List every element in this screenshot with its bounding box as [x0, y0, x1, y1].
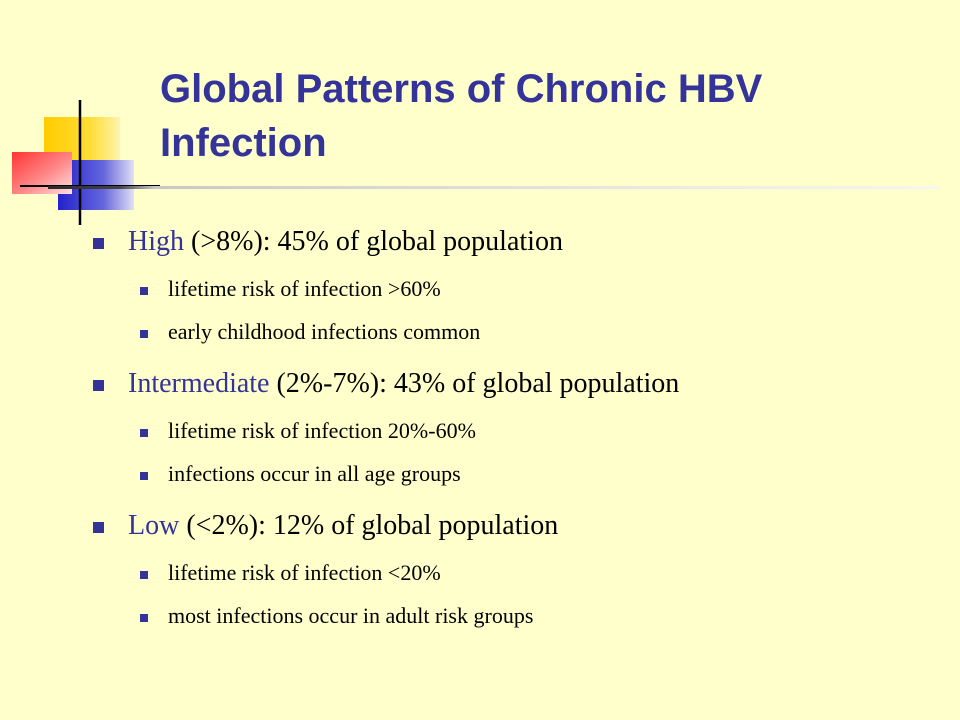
sub-bullet: [90, 316, 930, 348]
square-bullet-icon: [140, 330, 148, 338]
sub-bullet: [90, 458, 930, 490]
sub-bullet-text: lifetime risk of infection <20%: [168, 560, 441, 585]
section-high: [90, 222, 930, 348]
bullet-high: [90, 222, 930, 262]
sub-bullet-text: lifetime risk of infection >60%: [168, 276, 441, 301]
category-detail: (2%-7%): 43% of global population: [269, 368, 680, 399]
sub-bullet: [90, 415, 930, 447]
bullet-intermediate: [90, 364, 930, 404]
category-label: Intermediate: [128, 368, 270, 399]
sub-bullet: [90, 600, 930, 632]
title-divider: [48, 186, 940, 189]
sub-bullet-text: most infections occur in adult risk groups: [168, 603, 534, 628]
sub-bullet-text: early childhood infections common: [168, 319, 481, 344]
category-detail: (<2%): 12% of global population: [179, 510, 559, 541]
section-intermediate: [90, 364, 930, 490]
category-detail: (>8%): 45% of global population: [184, 226, 563, 257]
square-bullet-icon: [93, 238, 104, 249]
category-label: Low: [128, 510, 180, 541]
category-label: High: [128, 226, 184, 257]
sub-bullet: [90, 557, 930, 589]
square-bullet-icon: [93, 380, 104, 391]
sub-bullet-text: lifetime risk of infection 20%-60%: [168, 418, 476, 443]
square-bullet-icon: [140, 287, 148, 295]
square-bullet-icon: [140, 614, 148, 622]
sub-bullet-text: infections occur in all age groups: [168, 461, 461, 486]
section-low: [90, 506, 930, 632]
square-bullet-icon: [140, 571, 148, 579]
bullet-low: [90, 506, 930, 546]
bullet-list: [90, 222, 930, 632]
sub-bullet: [90, 273, 930, 305]
decorative-logo: [0, 0, 160, 230]
slide-title: Global Patterns of Chronic HBV Infection: [160, 67, 763, 165]
square-bullet-icon: [140, 429, 148, 437]
square-bullet-icon: [93, 522, 104, 533]
square-bullet-icon: [140, 472, 148, 480]
